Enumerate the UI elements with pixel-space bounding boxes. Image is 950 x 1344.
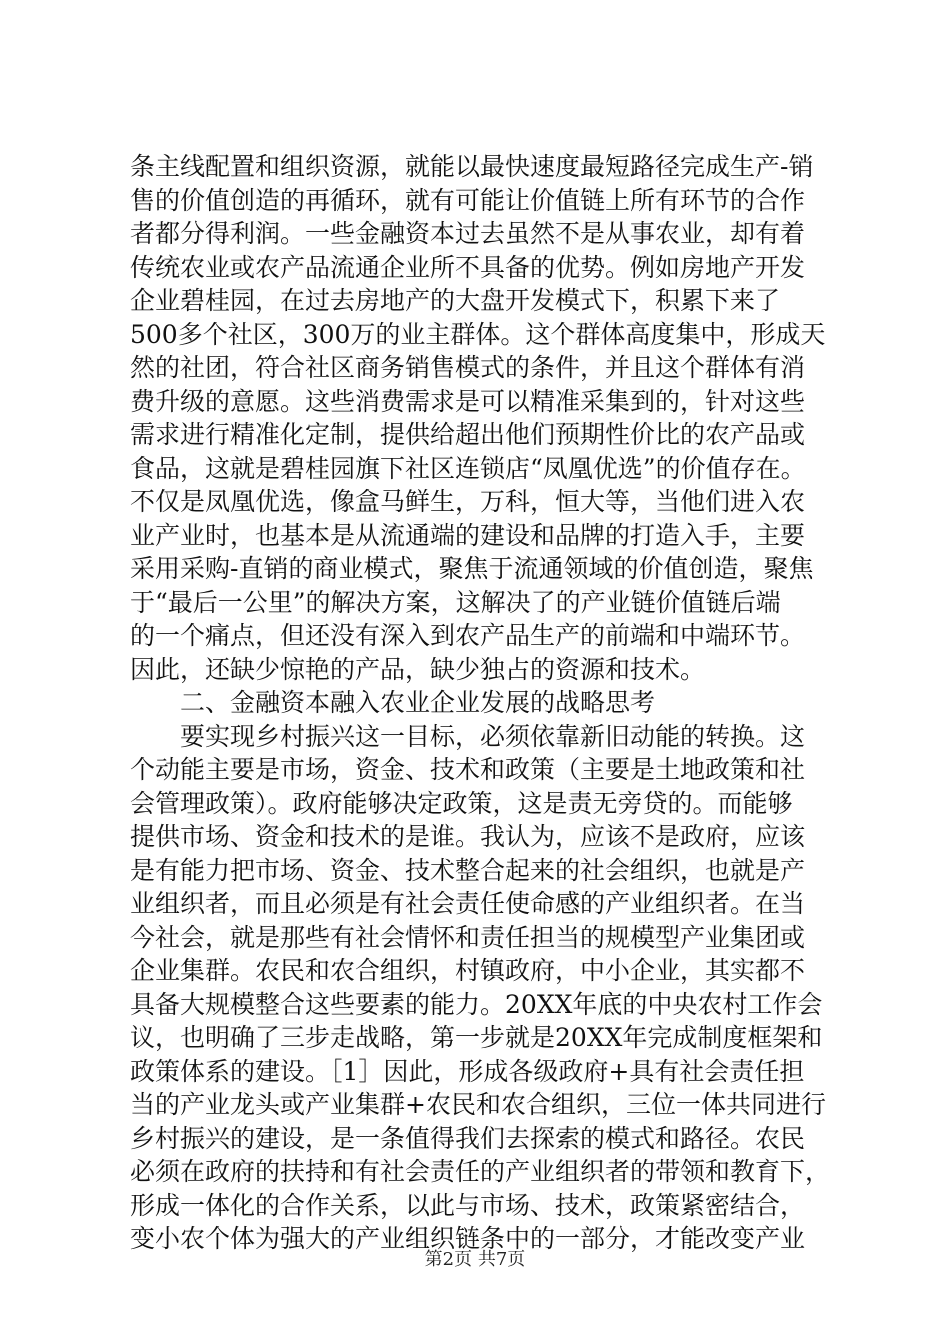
text-line: 乡村振兴的建设，是一条值得我们去探索的模式和路径。农民 (130, 1123, 806, 1153)
text-line: 今社会，就是那些有社会情怀和责任担当的规模型产业集团或 (130, 922, 806, 952)
page-number-footer: 第2页 共7页 (424, 1249, 526, 1270)
text-line: 业组织者，而且必须是有社会责任使命感的产业组织者。在当 (130, 889, 806, 918)
text-line: 二、金融资本融入农业企业发展的战略思考 (130, 688, 656, 717)
text-line: 业产业时，也基本是从流通端的建设和品牌的打造入手，主要 (130, 520, 806, 550)
text-line: 当的产业龙头或产业集群+农民和农合组织，三位一体共同进行 (130, 1090, 826, 1119)
text-line: 然的社团，符合社区商务销售模式的条件，并且这个群体有消 (130, 353, 806, 382)
text-line: 要实现乡村振兴这一目标，必须依靠新旧动能的转换。这 (130, 721, 806, 751)
text-line: 是有能力把市场、资金、技术整合起来的社会组织，也就是产 (130, 855, 806, 885)
text-line: 会管理政策）。政府能够决定政策，这是责无旁贷的。而能够 (130, 788, 793, 818)
text-line: 需求进行精准化定制，提供给超出他们预期性价比的农产品或 (130, 420, 806, 449)
text-line: 政策体系的建设。［1］因此，形成各级政府+具有社会责任担 (130, 1056, 805, 1086)
text-line: 者都分得利润。一些金融资本过去虽然不是从事农业，却有着 (130, 219, 806, 248)
text-line: 提供市场、资金和技术的是谁。我认为，应该不是政府，应该 (130, 822, 806, 851)
text-line: 企业碧桂园，在过去房地产的大盘开发模式下，积累下来了 (130, 286, 781, 315)
text-line: 传统农业或农产品流通企业所不具备的优势。例如房地产开发 (130, 252, 806, 282)
text-line: 售的价值创造的再循环，就有可能让价值链上所有环节的合作 (130, 185, 806, 215)
text-line: 因此，还缺少惊艳的产品，缺少独占的资源和技术。 (130, 654, 706, 684)
text-line: 500多个社区，300万的业主群体。这个群体高度集中，形成天 (130, 319, 826, 349)
document-body (130, 150, 840, 1256)
text-line: 必须在政府的扶持和有社会责任的产业组织者的带领和教育下， (130, 1157, 831, 1186)
text-line: 不仅是凤凰优选，像盒马鲜生，万科，恒大等，当他们进入农 (130, 487, 806, 516)
text-line: 采用采购-直销的商业模式，聚焦于流通领域的价值创造，聚焦 (130, 554, 814, 583)
text-line: 费升级的意愿。这些消费需求是可以精准采集到的，针对这些 (130, 386, 806, 416)
text-line: 食品，这就是碧桂园旗下社区连锁店“凤凰优选”的价值存在。 (130, 453, 806, 483)
text-line: 变小农个体为强大的产业组织链条中的一部分，才能改变产业 (130, 1224, 806, 1253)
text-line: 形成一体化的合作关系，以此与市场、技术，政策紧密结合， (130, 1190, 806, 1220)
text-line: 的一个痛点，但还没有深入到农产品生产的前端和中端环节。 (130, 621, 806, 650)
text-line: 于“最后一公里”的解决方案，这解决了的产业链价值链后端 (130, 587, 781, 617)
text-line: 条主线配置和组织资源，就能以最快速度最短路径完成生产-销 (130, 152, 814, 181)
text-line: 议，也明确了三步走战略，第一步就是20XX年完成制度框架和 (130, 1023, 823, 1052)
text-line: 企业集群。农民和农合组织，村镇政府，中小企业，其实都不 (130, 956, 806, 985)
text-line: 具备大规模整合这些要素的能力。20XX年底的中央农村工作会 (130, 989, 823, 1019)
text-line: 个动能主要是市场，资金、技术和政策（主要是土地政策和社 (130, 755, 806, 784)
